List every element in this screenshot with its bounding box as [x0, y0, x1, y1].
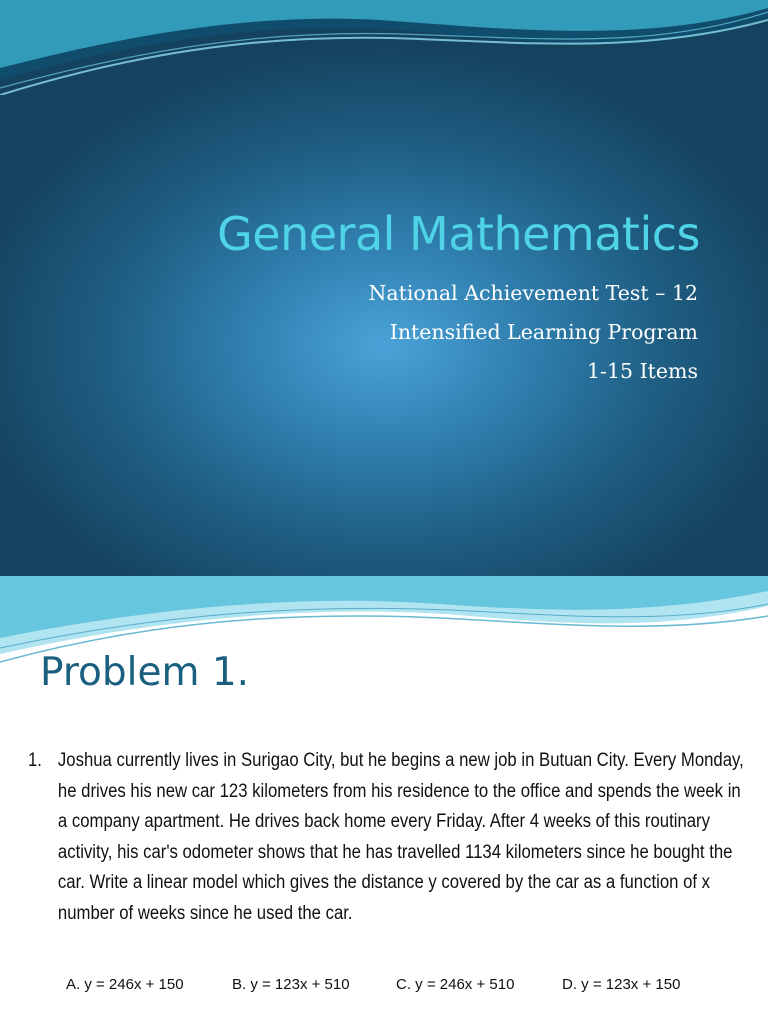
subtitle-line-1: National Achievement Test – 12 — [368, 281, 698, 305]
problem-line: Joshua currently lives in Surigao City, but he begins a new job in Butuan City. Every Monday, — [57, 750, 744, 771]
problem-slide — [0, 576, 768, 1024]
presentation-title: General Mathematics — [217, 207, 700, 261]
choice-c: C. y = 246x + 510 — [396, 976, 515, 993]
problem-line: number of weeks since he used the car. — [57, 902, 353, 924]
problem-line: he drives his new car 123 kilometers from his residence to the office and spends the week in — [57, 780, 741, 802]
choice-d: D. y = 123x + 150 — [562, 976, 681, 993]
top-wave-decoration — [0, 0, 768, 95]
problem-heading: Problem 1. — [40, 650, 250, 695]
problem-statement — [28, 746, 744, 929]
subtitle-line-2: Intensified Learning Program — [389, 320, 698, 344]
choice-b: B. y = 123x + 510 — [232, 976, 350, 993]
subtitle-line-3: 1-15 Items — [587, 359, 698, 383]
problem-line: car. Write a linear model which gives the distance y covered by the car as a function of x — [57, 872, 711, 893]
problem-line: activity, his car's odometer shows that he has travelled 1134 kilometers since he bought the — [57, 841, 733, 863]
problem-line: a company apartment. He drives back home every Friday. After 4 weeks of this routinary — [57, 811, 710, 832]
answer-choices — [66, 976, 726, 993]
problem-number: 1. — [28, 750, 42, 771]
choice-a: A. y = 246x + 150 — [66, 976, 184, 993]
